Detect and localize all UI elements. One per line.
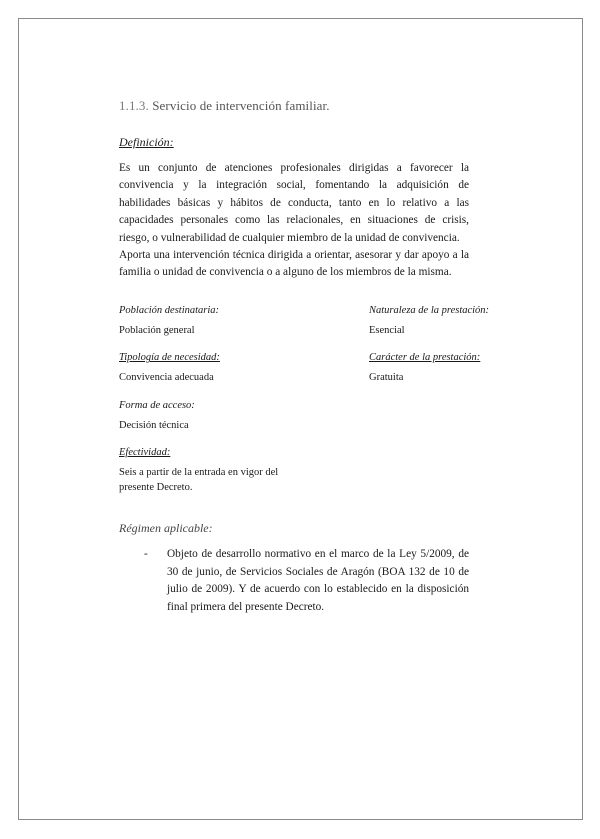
document-content [119, 98, 490, 616]
section-title [119, 98, 469, 114]
section-number: 1.1.3. [119, 98, 149, 113]
fields-row-1 [119, 305, 509, 353]
field-value: Seis a partir de la entrada en vigor del presente Decreto. [119, 467, 279, 493]
section-title-text: Servicio de intervención familiar. [152, 98, 330, 113]
field-label: Tipología de necesidad: [119, 352, 220, 364]
field-naturaleza [369, 305, 509, 353]
fields-row-3 [119, 400, 509, 448]
field-tipologia [119, 352, 369, 400]
definicion-paragraph-1: Es un conjunto de atenciones profesionales dirigidas a favorecer la convivencia y la integración social, fomentando la adquisición de habilidades básicas y hábitos de conducta, tanto en lo relativo a las capacidades personales como las relacionales, en situaciones de crisis, riesgo, o vulnerabilidad de cualquier miembro de la unidad de convivencia. [119, 162, 469, 244]
field-poblacion [119, 305, 369, 353]
field-value: Esencial [369, 324, 405, 336]
field-value: Convivencia adecuada [119, 372, 214, 384]
regimen-item-text: Objeto de desarrollo normativo en el marco de la Ley 5/2009, de 30 de junio, de Servicios Sociales de Aragón (BOA 132 de 10 de julio de 2009). Y de acuerdo con lo establecido en la disposición final primera del presente Decreto. [167, 548, 469, 613]
regimen-list-item [119, 546, 469, 616]
field-label: Población destinataria: [119, 304, 220, 316]
field-efectividad [119, 447, 294, 509]
definicion-paragraph-2: Aporta una intervención técnica dirigida a orientar, asesorar y dar apoyo a la familia o unidad de convivencia o a alguno de los miembros de la misma. [119, 249, 469, 279]
field-forma [119, 400, 369, 448]
field-value: Gratuita [369, 372, 404, 384]
field-label: Naturaleza de la prestación: [369, 304, 490, 316]
field-value: Población general [119, 324, 195, 336]
field-value: Decisión técnica [119, 419, 189, 431]
definicion-heading: Definición: [119, 135, 174, 149]
regimen-heading: Régimen aplicable: [119, 521, 213, 536]
list-bullet: - [144, 548, 148, 561]
fields-row-4 [119, 447, 509, 509]
field-label: Carácter de la prestación: [369, 352, 481, 364]
fields-row-2 [119, 352, 509, 400]
fields-block [119, 305, 509, 510]
field-caracter [369, 352, 509, 400]
field-label: Forma de acceso: [119, 399, 195, 411]
field-label: Efectividad: [119, 447, 171, 459]
